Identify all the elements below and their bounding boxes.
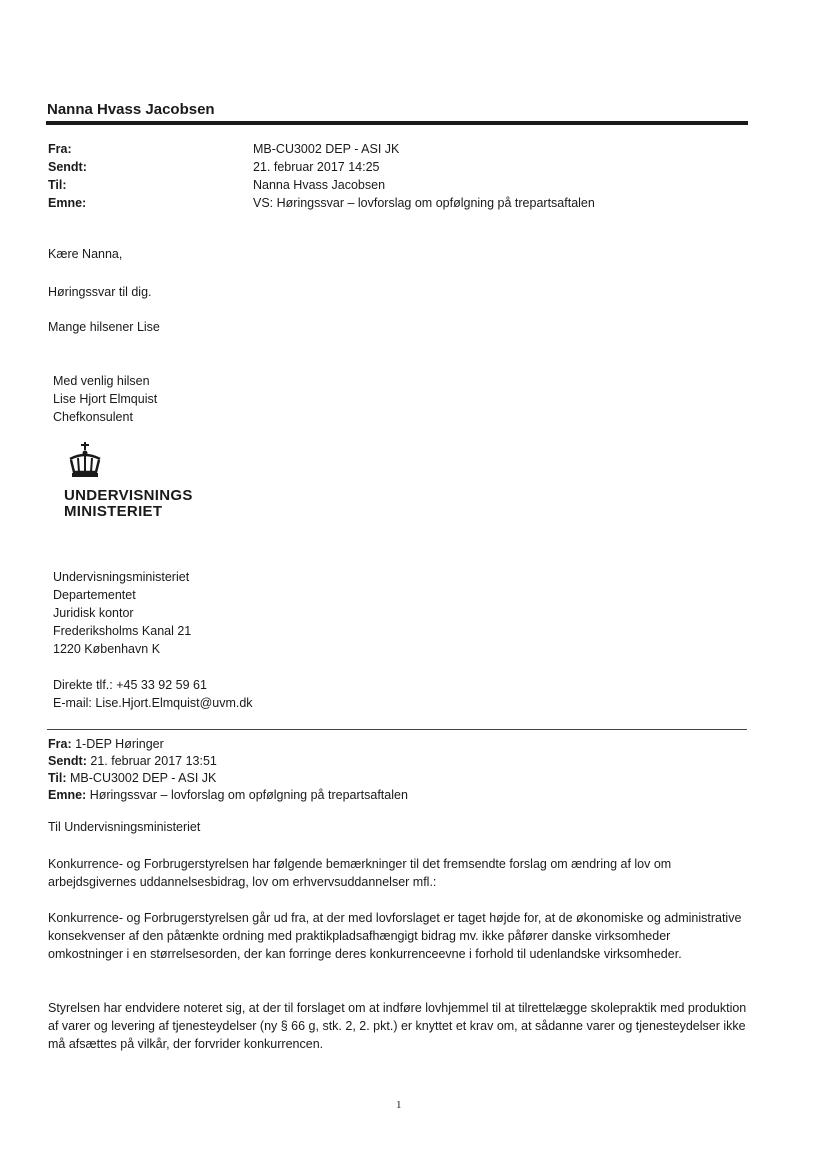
greeting: Kære Nanna, xyxy=(48,247,123,261)
logo-line-1: UNDERVISNINGS xyxy=(64,487,193,504)
address-line: Frederiksholms Kanal 21 xyxy=(53,624,192,638)
header-label-sent: Sendt: xyxy=(48,160,87,174)
fwd-label-to: Til: xyxy=(48,771,67,785)
title-divider xyxy=(46,121,748,125)
header-label-to: Til: xyxy=(48,178,67,192)
header-value-to: Nanna Hvass Jacobsen xyxy=(253,178,386,192)
fwd-value-subject: Høringssvar – lovforslag om opfølgning på trepartsaftalen xyxy=(89,788,408,802)
signature-title: Chefkonsulent xyxy=(53,410,133,424)
fwd-paragraph: Styrelsen har endvidere noteret sig, at der til forslaget om at indføre lovhjemmel til at tilrettelægge skolepraktik med produktion af varer og levering af tjenesteydelser (ny § 66 g, stk. 2, 2. pkt.) er knyttet et krav om, at sådanne varer og tjenesteydelser ikke må afsættes på vilkår, der forvrider konkurrencen. xyxy=(48,1001,747,1051)
logo-line-2: MINISTERIET xyxy=(64,503,163,520)
signature-name: Lise Hjort Elmquist xyxy=(53,392,158,406)
fwd-paragraph: Konkurrence- og Forbrugerstyrelsen har følgende bemærkninger til det fremsendte forslag om ændring af lov om arbejdsgivernes uddannelsesbidrag, lov om erhvervsuddannelser mfl.: xyxy=(48,857,672,889)
fwd-label-subject: Emne: xyxy=(48,788,87,802)
signature-line: Med venlig hilsen xyxy=(53,374,150,388)
crown-icon xyxy=(64,440,106,480)
header-value-sent: 21. februar 2017 14:25 xyxy=(253,160,380,174)
header-label-from: Fra: xyxy=(48,142,72,156)
logo-wordmark xyxy=(64,488,193,520)
address-line: Juridisk kontor xyxy=(53,606,134,620)
body-line: Høringssvar til dig. xyxy=(48,285,152,299)
fwd-from xyxy=(48,735,164,753)
fwd-value-from: 1-DEP Høringer xyxy=(75,737,164,751)
fwd-value-to: MB-CU3002 DEP - ASI JK xyxy=(70,771,217,785)
header-value-from: MB-CU3002 DEP - ASI JK xyxy=(253,142,400,156)
fwd-salutation: Til Undervisningsministeriet xyxy=(48,820,201,834)
address-line: Departementet xyxy=(53,588,136,602)
contact-email: E-mail: Lise.Hjort.Elmquist@uvm.dk xyxy=(53,696,253,710)
fwd-value-sent: 21. februar 2017 13:51 xyxy=(90,754,217,768)
address-line: 1220 København K xyxy=(53,642,161,656)
address-line: Undervisningsministeriet xyxy=(53,570,190,584)
forward-divider xyxy=(47,729,747,730)
page-number: 1 xyxy=(396,1099,402,1111)
fwd-sent xyxy=(48,752,217,770)
fwd-paragraph: Konkurrence- og Forbrugerstyrelsen går ud fra, at der med lovforslaget er taget højde for, at de økonomiske og administrative konsekvenser af den påtænkte ordning med praktikpladsafhængigt bidrag mv. ikke påfører danske virksomheder omkostninger i en størrelsesorden, der kan forringe deres konkurrenceevne i forhold til udenlandske virksomheder. xyxy=(48,911,742,961)
document-title: Nanna Hvass Jacobsen xyxy=(47,101,215,118)
header-label-subject: Emne: xyxy=(48,196,87,210)
contact-phone: Direkte tlf.: +45 33 92 59 61 xyxy=(53,678,207,692)
header-value-subject: VS: Høringssvar – lovforslag om opfølgning på trepartsaftalen xyxy=(253,196,595,210)
closing: Mange hilsener Lise xyxy=(48,320,160,334)
fwd-label-sent: Sendt: xyxy=(48,754,87,768)
fwd-label-from: Fra: xyxy=(48,737,72,751)
fwd-subject xyxy=(48,786,408,804)
fwd-to xyxy=(48,769,216,787)
